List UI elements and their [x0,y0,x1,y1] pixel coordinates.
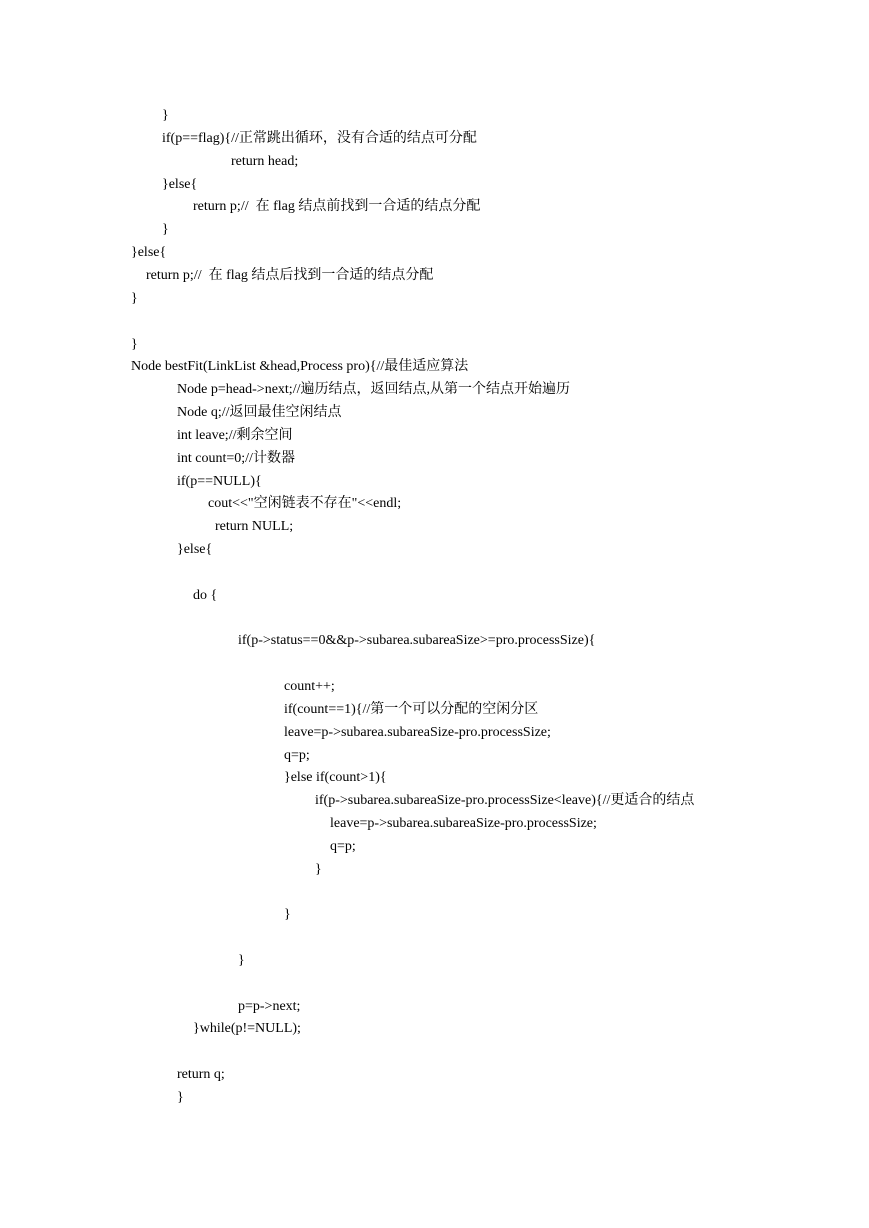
code-line: q=p; [330,839,356,854]
code-line: return head; [231,154,299,169]
code-line: count++; [284,679,335,694]
code-line: if(p==NULL){ [177,474,262,489]
code-line: } [131,291,138,306]
code-line: Node q;//返回最佳空闲结点 [177,405,342,420]
code-line: cout<<"空闲链表不存在"<<endl; [208,496,402,511]
code-line: int leave;//剩余空间 [177,428,293,443]
code-line: Node p=head->next;//遍历结点，返回结点,从第一个结点开始遍历 [177,382,570,397]
code-line: }else if(count>1){ [284,770,387,785]
code-line: }else{ [162,177,198,192]
code-line: return q; [177,1067,225,1082]
code-line: if(p==flag){//正常跳出循环，没有合适的结点可分配 [162,131,477,146]
code-line: if(p->status==0&&p->subarea.subareaSize>=pro.processSize){ [238,633,596,648]
code-line: if(p->subarea.subareaSize-pro.processSize<leave){//更适合的结点 [315,793,695,808]
code-line: p=p->next; [238,999,301,1014]
code-line: return p;// 在 flag 结点后找到一合适的结点分配 [146,268,434,283]
code-line: } [162,222,169,237]
code-line: if(count==1){//第一个可以分配的空闲分区 [284,702,539,717]
code-line: } [162,108,169,123]
code-line: Node bestFit(LinkList &head,Process pro){//最佳适应算法 [131,359,469,374]
code-line: leave=p->subarea.subareaSize-pro.processSize; [330,816,597,831]
code-line: } [177,1090,184,1105]
code-line: } [238,953,245,968]
code-line: } [315,862,322,877]
code-line: } [284,907,291,922]
code-line: do { [193,588,218,603]
code-line: }else{ [177,542,213,557]
code-line: int count=0;//计数器 [177,451,295,466]
code-line: q=p; [284,748,310,763]
code-line: leave=p->subarea.subareaSize-pro.processSize; [284,725,551,740]
code-line: return p;// 在 flag 结点前找到一合适的结点分配 [193,199,481,214]
code-line: return NULL; [215,519,294,534]
code-line: } [131,337,138,352]
code-line: }while(p!=NULL); [193,1021,301,1036]
code-line: }else{ [131,245,167,260]
